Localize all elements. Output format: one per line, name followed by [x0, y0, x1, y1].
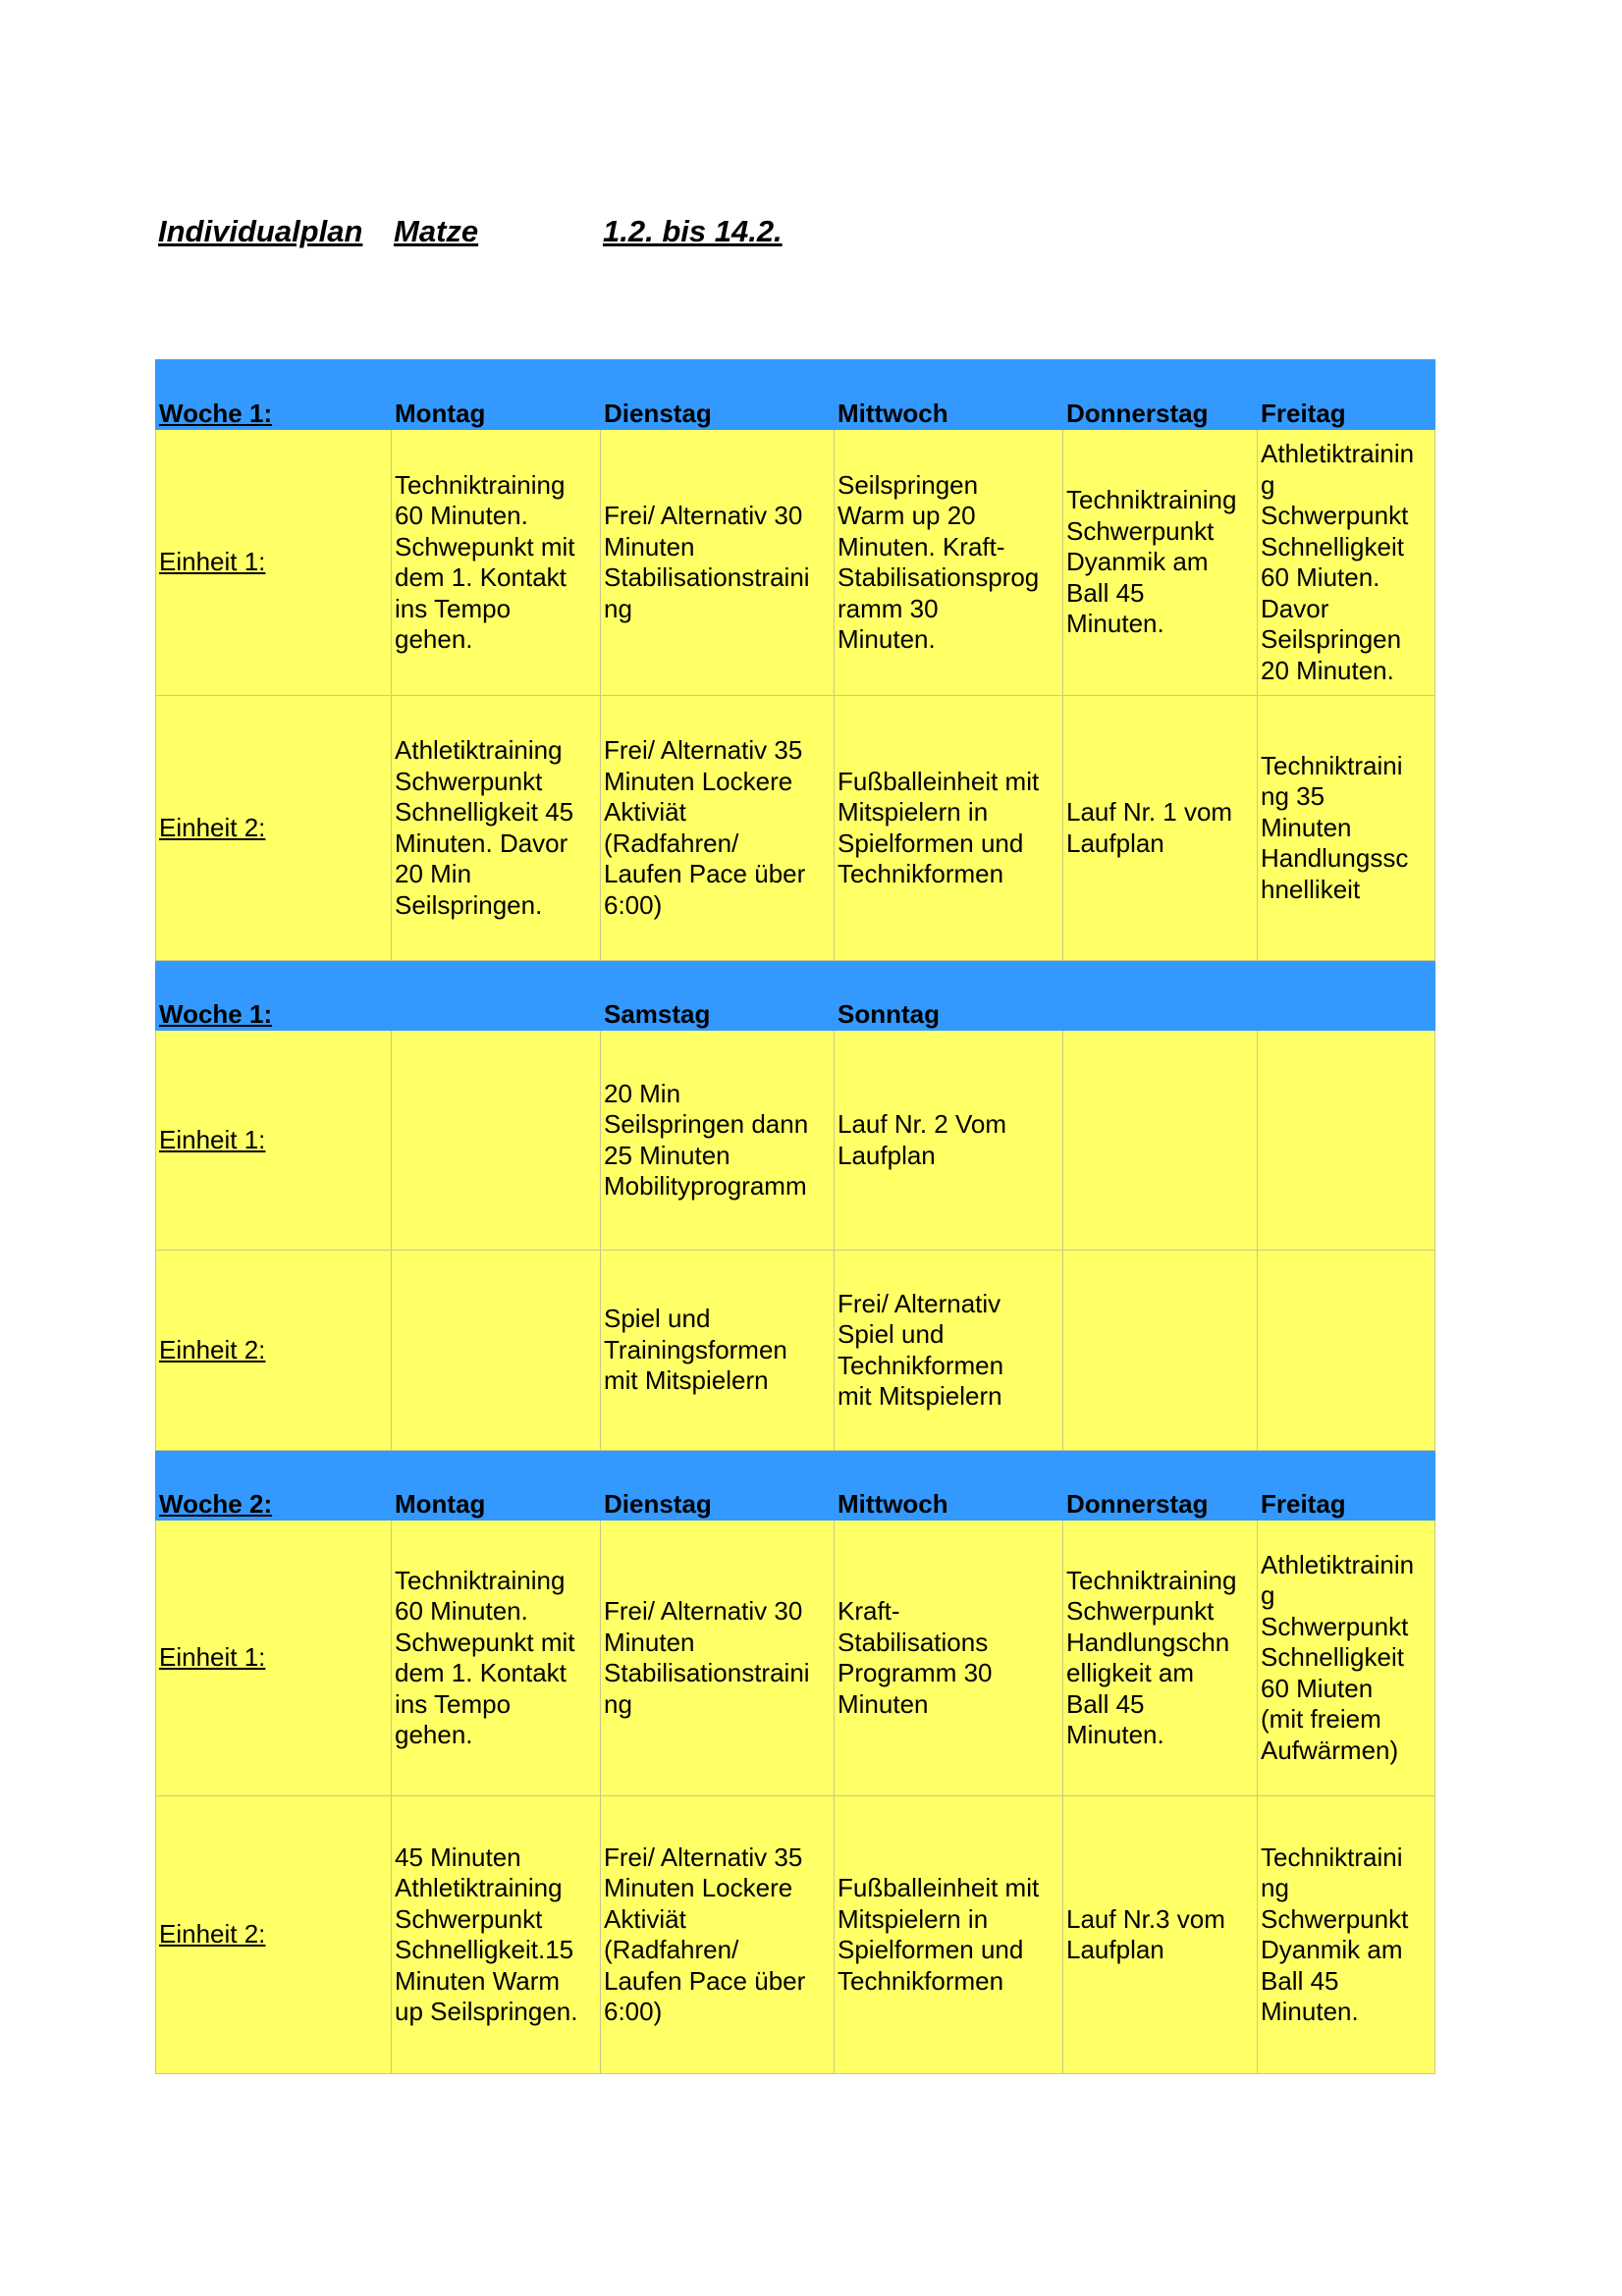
day-header: Samstag — [601, 961, 835, 1031]
session-cell: Kraft- Stabilisations Programm 30 Minuten — [835, 1521, 1063, 1796]
week-header-row — [156, 360, 1435, 430]
session-label: Einheit 1: — [156, 1031, 392, 1251]
session-cell — [1063, 1251, 1258, 1451]
day-header: Montag — [392, 360, 601, 430]
session-cell: Techniktraining 60 Minuten. Schwepunkt mit dem 1. Kontakt ins Tempo gehen. — [392, 1521, 601, 1796]
session-cell — [392, 1251, 601, 1451]
plan-label: Individualplan — [158, 214, 363, 248]
session-cell: Techniktraining Schwerpunkt Handlungschn elligkeit am Ball 45 Minuten. — [1063, 1521, 1258, 1796]
session-label: Einheit 1: — [156, 1521, 392, 1796]
session-cell: Athletiktraining Schwerpunkt Schnelligkeit 45 Minuten. Davor 20 Min Seilspringen. — [392, 696, 601, 961]
session-cell: Frei/ Alternativ 35 Minuten Lockere Aktiviät (Radfahren/ Laufen Pace über 6:00) — [601, 696, 835, 961]
session-row — [156, 430, 1435, 696]
session-row — [156, 1251, 1435, 1451]
session-cell: Seilspringen Warm up 20 Minuten. Kraft- Stabilisationsprog ramm 30 Minuten. — [835, 430, 1063, 696]
day-header: Sonntag — [835, 961, 1063, 1031]
athlete-name: Matze — [394, 214, 479, 248]
day-header: Dienstag — [601, 360, 835, 430]
week-header-row — [156, 1451, 1435, 1521]
session-cell: Lauf Nr. 1 vom Laufplan — [1063, 696, 1258, 961]
session-cell: Techniktraini ng 35 Minuten Handlungssc hnellikeit — [1258, 696, 1435, 961]
day-header: Freitag — [1258, 360, 1435, 430]
session-cell: Frei/ Alternativ 35 Minuten Lockere Aktiviät (Radfahren/ Laufen Pace über 6:00) — [601, 1796, 835, 2074]
session-cell: 20 Min Seilspringen dann 25 Minuten Mobilityprogramm — [601, 1031, 835, 1251]
day-header: Donnerstag — [1063, 360, 1258, 430]
week-label: Woche 2: — [156, 1451, 392, 1521]
day-header: Mittwoch — [835, 1451, 1063, 1521]
session-label: Einheit 2: — [156, 1251, 392, 1451]
session-cell — [1258, 1031, 1435, 1251]
session-row — [156, 1521, 1435, 1796]
session-cell: 45 Minuten Athletiktraining Schwerpunkt Schnelligkeit.15 Minuten Warm up Seilspringen. — [392, 1796, 601, 2074]
session-cell: Techniktraining 60 Minuten. Schwepunkt mit dem 1. Kontakt ins Tempo gehen. — [392, 430, 601, 696]
week-label: Woche 1: — [156, 360, 392, 430]
session-cell: Frei/ Alternativ 30 Minuten Stabilisationstraini ng — [601, 1521, 835, 1796]
session-cell: Athletiktrainin g Schwerpunkt Schnelligkeit 60 Miuten. Davor Seilspringen 20 Minuten. — [1258, 430, 1435, 696]
session-cell: Frei/ Alternativ Spiel und Technikformen mit Mitspielern — [835, 1251, 1063, 1451]
day-header — [392, 961, 601, 1031]
session-cell: Spiel und Trainingsformen mit Mitspielern — [601, 1251, 835, 1451]
session-cell: Lauf Nr.3 vom Laufplan — [1063, 1796, 1258, 2074]
day-header: Freitag — [1258, 1451, 1435, 1521]
day-header — [1063, 961, 1258, 1031]
session-label: Einheit 1: — [156, 430, 392, 696]
session-cell: Techniktraini ng Schwerpunkt Dyanmik am Ball 45 Minuten. — [1258, 1796, 1435, 2074]
session-cell: Fußballeinheit mit Mitspielern in Spielformen und Technikformen — [835, 696, 1063, 961]
training-plan-table — [155, 359, 1435, 2074]
session-cell: Frei/ Alternativ 30 Minuten Stabilisationstraini ng — [601, 430, 835, 696]
session-cell — [1258, 1251, 1435, 1451]
week-header-row — [156, 961, 1435, 1031]
day-header: Dienstag — [601, 1451, 835, 1521]
session-cell: Athletiktrainin g Schwerpunkt Schnelligkeit 60 Miuten (mit freiem Aufwärmen) — [1258, 1521, 1435, 1796]
day-header: Mittwoch — [835, 360, 1063, 430]
session-cell — [1063, 1031, 1258, 1251]
week-label: Woche 1: — [156, 961, 392, 1031]
session-cell: Lauf Nr. 2 Vom Laufplan — [835, 1031, 1063, 1251]
plan-period: 1.2. bis 14.2. — [603, 214, 783, 248]
session-label: Einheit 2: — [156, 1796, 392, 2074]
session-cell: Fußballeinheit mit Mitspielern in Spielformen und Technikformen — [835, 1796, 1063, 2074]
session-row — [156, 1031, 1435, 1251]
day-header: Montag — [392, 1451, 601, 1521]
session-row — [156, 1796, 1435, 2074]
session-cell: Techniktraining Schwerpunkt Dyanmik am Ball 45 Minuten. — [1063, 430, 1258, 696]
day-header: Donnerstag — [1063, 1451, 1258, 1521]
day-header — [1258, 961, 1435, 1031]
session-cell — [392, 1031, 601, 1251]
document-title — [0, 214, 1622, 253]
session-row — [156, 696, 1435, 961]
session-label: Einheit 2: — [156, 696, 392, 961]
